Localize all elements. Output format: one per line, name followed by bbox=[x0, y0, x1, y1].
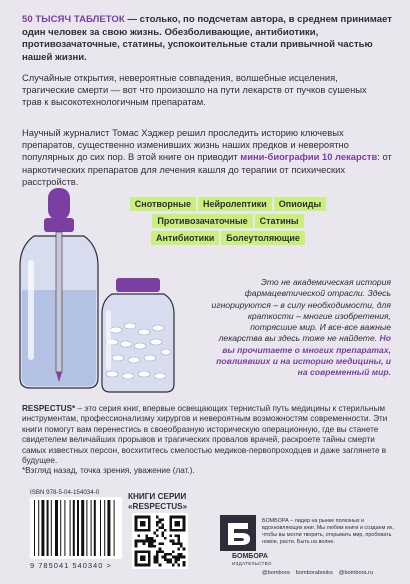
drug-categories bbox=[118, 197, 338, 248]
barcode bbox=[30, 497, 122, 559]
paragraph-discoveries: Случайные открытия, невероятные совпадения, волшебные исцеления, трагические смерти — вот что произошло на пути лекарств от пучков сушеных трав к высокотехнологичным препаратам. bbox=[22, 72, 367, 108]
author-text-before: Научный журналист Томас Хэджер решил проследить историю ключевых препаратов, существенно изменивших жизнь наших предков и невероятно популярных до сих пор. В этой книге он приводит bbox=[22, 127, 349, 163]
tag-opioids: Опиоиды bbox=[274, 197, 326, 211]
quote-highlight: Но вы прочитаете о многих препаратах, повлиявших и на историю медицины, и на современный мир. bbox=[216, 333, 391, 378]
publisher-name: БОМБОРА bbox=[232, 553, 268, 560]
series-description bbox=[22, 404, 394, 477]
series-label-line2: «RESPECTUS» bbox=[128, 502, 188, 511]
paragraph-author bbox=[22, 127, 392, 188]
intro-paragraph bbox=[22, 14, 394, 64]
tag-neuroleptics: Нейролептики bbox=[198, 197, 272, 211]
dropper-bottle-icon bbox=[20, 188, 98, 388]
social-links bbox=[262, 570, 373, 576]
tag-row-1 bbox=[118, 197, 338, 211]
intro-rest: — столько, по подсчетам автора, в среднем принимает один человек за свою жизнь. Обезболивающие, антибиотики, противозачаточные, статины, успокоительные стали привычной частью нашей жизни. bbox=[22, 14, 392, 63]
author-quote bbox=[205, 277, 391, 379]
social-link-3[interactable]: @bombora.ru bbox=[338, 570, 374, 576]
series-label-line1: КНИГИ СЕРИИ bbox=[128, 492, 187, 501]
tag-contraceptives: Противозачаточные bbox=[152, 214, 252, 228]
pill-jar-icon bbox=[102, 278, 174, 392]
social-link-1[interactable]: @bombora bbox=[262, 570, 290, 576]
qr-code[interactable] bbox=[132, 513, 188, 569]
social-link-2[interactable]: bomborabooks bbox=[295, 570, 333, 576]
series-text: – это серия книг, впервые освещающих тернистый путь медицины к стерильным инструментам, профессионализму хирургов и невероятным возможностям современности. Эти книги помогут вам перенестись в своеобразную историческую операционную, где вы станете свидетелем величайших прорывов и трагических провалов врачей, раскроете тайны смерти самых известных персон, восхититесь смелостью медиков-первопроходцев и даже заглянете в будущее. bbox=[22, 404, 388, 466]
isbn-text: ISBN 978-5-04-154034-0 bbox=[30, 489, 100, 496]
tag-painkillers: Болеутоляющие bbox=[221, 231, 305, 245]
tag-row-2 bbox=[118, 214, 338, 228]
series-books-label bbox=[128, 492, 187, 512]
intro-lead: 50 ТЫСЯЧ ТАБЛЕТОК bbox=[22, 14, 125, 25]
tag-statins: Статины bbox=[255, 214, 304, 228]
publisher-sub: ИЗДАТЕЛЬСТВО bbox=[232, 561, 272, 566]
quote-text: Это не академическая история фармацевтической отрасли. Здесь игнорируются – в силу необходимости, для краткости – многие изобретения, потрясшие мир. И все-все важные лекарства вы здесь тоже не найдете. bbox=[211, 277, 391, 344]
bombora-logo-icon bbox=[220, 515, 256, 551]
barcode-number: 9 785041 540340 > bbox=[30, 561, 112, 570]
publisher-description: БОМБОРА – лидер на рынке полезных и вдохновляющих книг. Мы любим книги и создаем их, чтобы вы могли творить, открывать мир, пробовать новое, расти. Быть на волне. bbox=[262, 518, 394, 545]
series-name: RESPECTUS* bbox=[22, 404, 76, 413]
tag-row-3 bbox=[118, 231, 338, 245]
author-text-after: : от наркотических препаратов для лечения кашля до терапии от психических расстройств. bbox=[22, 151, 392, 187]
series-footnote: *Взгляд назад, точка зрения, уважение (лат.). bbox=[22, 466, 195, 476]
author-highlight: мини-биографии 10 лекарств bbox=[240, 151, 378, 163]
tag-antibiotics: Антибиотики bbox=[151, 231, 219, 245]
tag-sleeping-pills: Снотворные bbox=[130, 197, 196, 211]
